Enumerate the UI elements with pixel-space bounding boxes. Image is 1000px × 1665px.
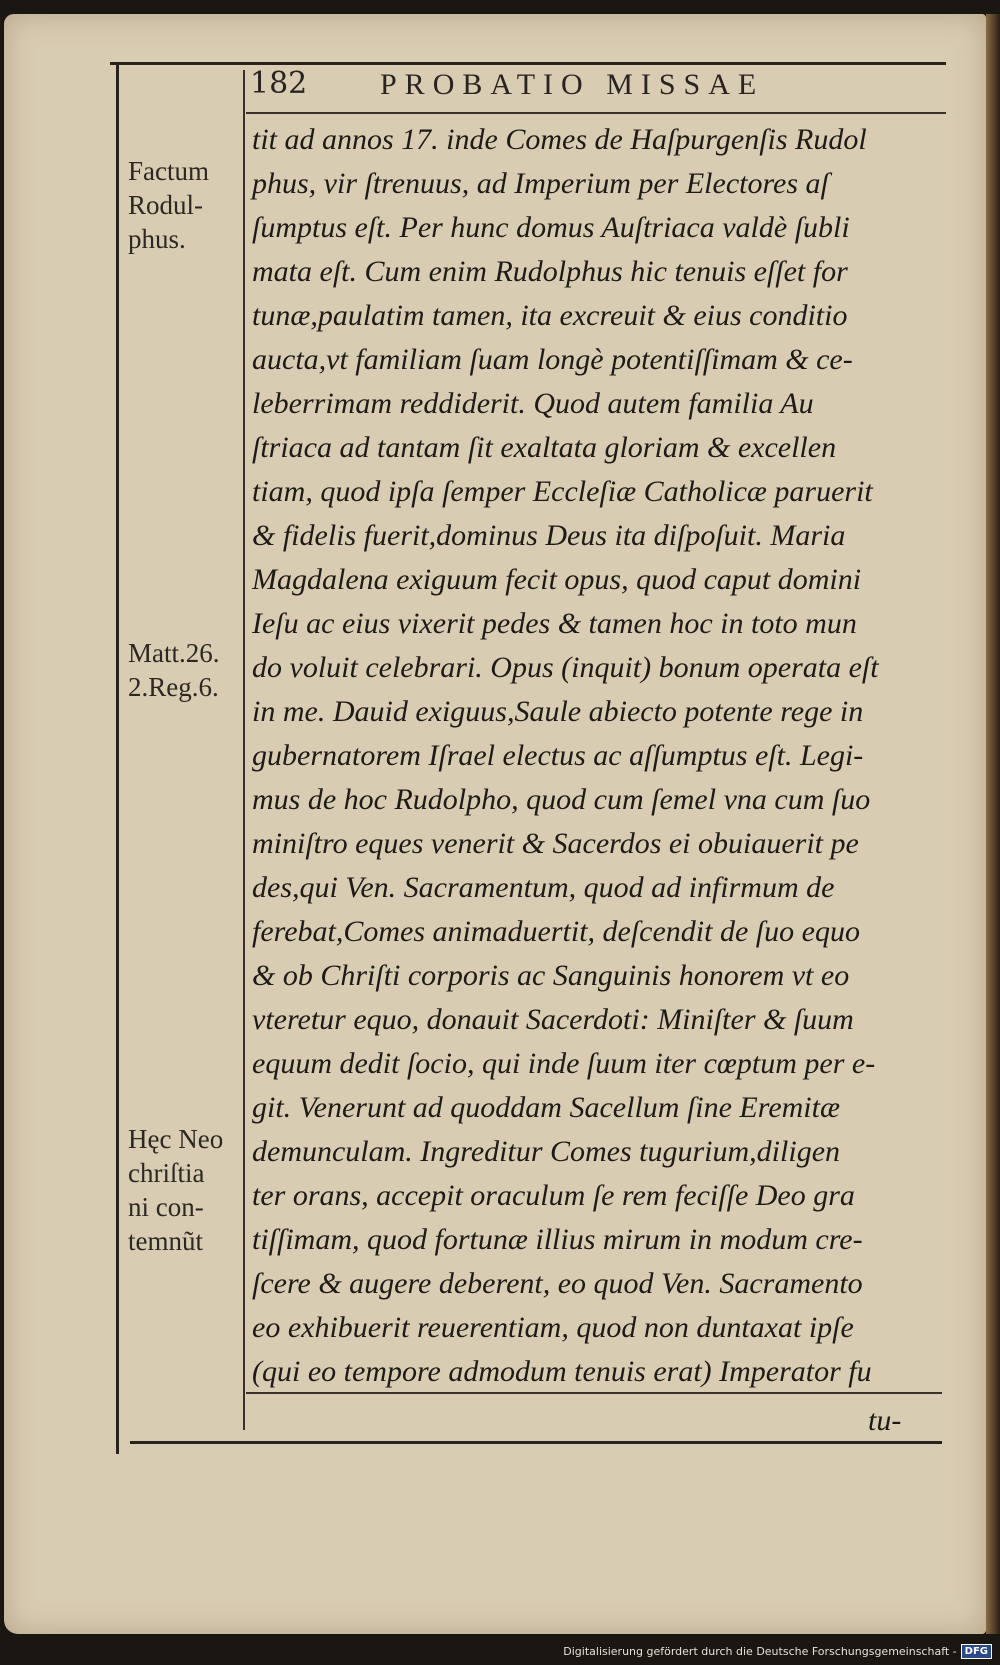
margin-note-line: ni con- [128,1192,204,1222]
text-line: Ieſu ac eius vixerit pedes & tamen hoc in toto mun [252,607,857,640]
catchword: tu- [868,1404,902,1437]
margin-note-line: phus. [128,224,186,254]
text-line: aucta,vt familiam ſuam longè potentiſſimam & ce- [252,343,853,376]
text-line: in me. Dauid exiguus,Saule abiecto potente rege in [252,695,864,728]
text-line: tit ad annos 17. inde Comes de Haſpurgenſis Rudol [252,123,867,156]
digitization-footer [563,1644,992,1659]
text-line: miniſtro eques venerit & Sacerdos ei obuiauerit pe [252,827,859,860]
running-head: PROBATIO MISSAE [380,68,765,101]
margin-note-line: Rodul- [128,190,204,220]
frame-left-rule [116,64,119,1454]
text-line: phus, vir ſtrenuus, ad Imperium per Electores aſ [252,167,829,200]
text-line: equum dedit ſocio, qui inde ſuum iter cœptum per e- [252,1047,876,1080]
body-text [252,118,952,1394]
text-line: mata eſt. Cum enim Rudolphus hic tenuis eſſet for [252,255,848,288]
text-line: tunæ,paulatim tamen, ita excreuit & eius conditio [252,299,848,332]
margin-note-line: Hęc Neo [128,1124,224,1154]
margin-note-neochristiani [128,1122,223,1258]
footer-text: Digitalisierung gefördert durch die Deutsche Forschungsgemeinschaft - [563,1645,957,1658]
margin-note-line: 2.Reg.6. [128,672,219,702]
text-line: ferebat,Comes animaduertit, deſcendit de ſuo equo [252,915,860,948]
text-line: eo exhibuerit reuerentiam, quod non duntaxat ipſe [252,1311,854,1344]
text-line: ſcere & augere deberent, eo quod Ven. Sacramento [252,1267,863,1300]
text-line: leberrimam reddiderit. Quod autem familia Au [252,387,814,420]
text-line: demunculam. Ingreditur Comes tugurium,diligen [252,1135,841,1168]
header-rule [246,112,946,114]
margin-column-divider [243,70,245,1430]
text-line: git. Venerunt ad quoddam Sacellum ſine Eremitæ [252,1091,840,1124]
book-spine [986,14,1000,1634]
frame-top-rule [110,62,946,65]
text-line: & ob Chriſti corporis ac Sanguinis honorem vt eo [252,959,850,992]
text-line: ſtriaca ad tantam ſit exaltata gloriam & excellen [252,431,837,464]
margin-note-line: temnũt [128,1226,203,1256]
margin-note-line: Factum [128,156,209,186]
margin-note-references [128,636,220,704]
text-line: (qui eo tempore admodum tenuis erat) Imperator fu [252,1355,872,1388]
dfg-logo: DFG [961,1644,992,1659]
text-line: do voluit celebrari. Opus (inquit) bonum operata eſt [252,651,879,684]
text-line: ſumptus eſt. Per hunc domus Auſtriaca valdè ſubli [252,211,850,244]
text-line: mus de hoc Rudolpho, quod cum ſemel vna cum ſuo [252,783,871,816]
text-line: tiſſimam, quod fortunæ illius mirum in modum cre- [252,1223,863,1256]
margin-note-line: Matt.26. [128,638,220,668]
margin-note-factum [128,154,209,256]
text-line: vteretur equo, donauit Sacerdoti: Miniſter & ſuum [252,1003,854,1036]
text-line: Magdalena exiguum fecit opus, quod caput domini [252,563,862,596]
text-line: tiam, quod ipſa ſemper Eccleſiæ Catholicæ paruerit [252,475,873,508]
page-number: 182 [250,66,308,101]
text-line: des,qui Ven. Sacramentum, quod ad infirmum de [252,871,835,904]
text-line: ter orans, accepit oraculum ſe rem feciſſe Deo gra [252,1179,855,1212]
margin-note-line: chriſtia [128,1158,205,1188]
text-line: & fidelis fuerit,dominus Deus ita diſpoſuit. Maria [252,519,846,552]
frame-bottom-rule [130,1441,942,1444]
text-line: gubernatorem Iſrael electus ac aſſumptus eſt. Legi- [252,739,864,772]
